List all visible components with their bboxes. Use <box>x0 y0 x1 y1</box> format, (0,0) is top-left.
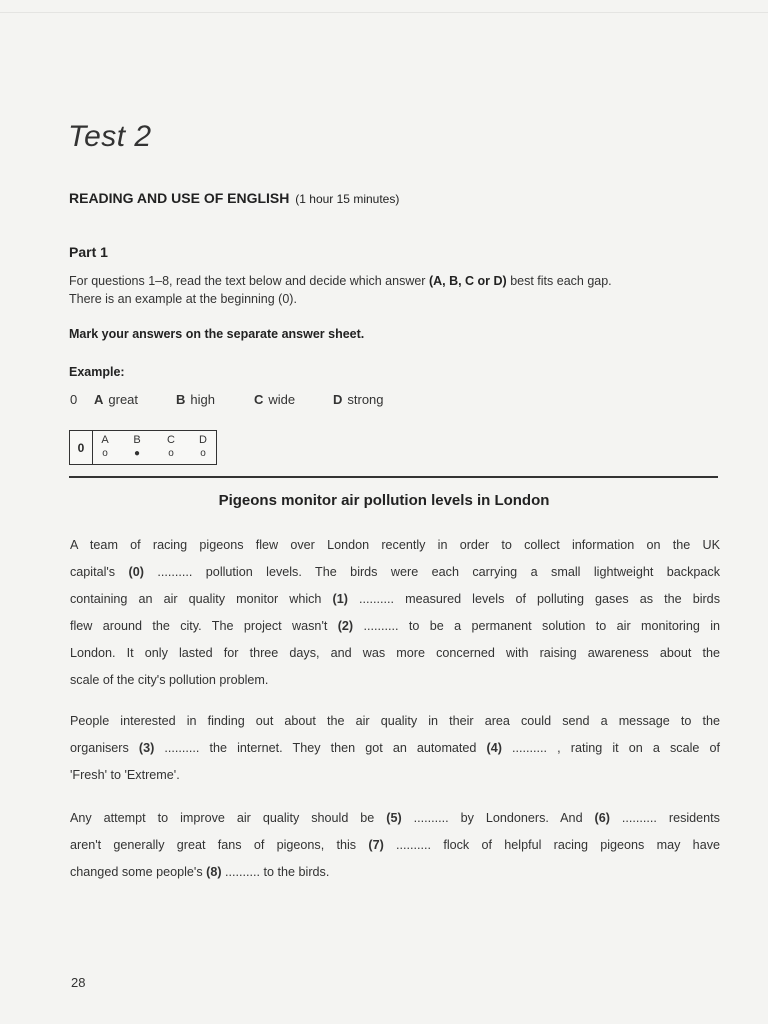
example-option-c <box>254 392 295 407</box>
mark-instruction: Mark your answers on the separate answer sheet. <box>69 327 365 341</box>
article-title: Pigeons monitor air pollution levels in London <box>218 492 550 509</box>
section-name: READING AND USE OF ENGLISH <box>69 190 290 206</box>
gap-marker: (1) <box>332 592 348 606</box>
article-paragraph-3 <box>70 805 720 886</box>
section-duration: (1 hour 15 minutes) <box>295 192 400 206</box>
top-edge-line <box>0 12 768 13</box>
answer-mark: o <box>102 448 108 459</box>
text-line: London. It only lasted for three days, and was more concerned with raising awareness about the <box>70 646 720 660</box>
option-word: great <box>108 392 139 407</box>
answer-option-d <box>196 434 210 460</box>
answer-box-number: 0 <box>70 431 93 464</box>
gap-marker: (6) <box>594 811 610 825</box>
option-word: high <box>190 392 215 407</box>
option-letter: D <box>333 392 343 407</box>
answer-letter: A <box>101 434 109 446</box>
answer-mark: ● <box>133 448 141 459</box>
text-line: People interested in finding out about the air quality in their area could send a message to the <box>70 714 720 728</box>
gap-marker: (5) <box>386 811 402 825</box>
text-line: capital's (0) .......... pollution levels. The birds were each carrying a small lightweight backpack <box>70 565 721 579</box>
gap-marker: (7) <box>368 838 384 852</box>
answer-option-b <box>130 434 144 460</box>
answer-option-a <box>98 434 112 460</box>
option-letter: B <box>176 392 186 407</box>
text-line: 'Fresh' to 'Extreme'. <box>70 768 180 782</box>
answer-option-c <box>164 434 178 460</box>
text-line: scale of the city's pollution problem. <box>70 673 269 687</box>
answer-mark: o <box>168 448 174 459</box>
article-paragraph-1 <box>70 532 720 694</box>
text-line: flew around the city. The project wasn't (2) .......... to be a permanent solution to air monitoring in <box>70 619 721 633</box>
option-letter: A <box>94 392 104 407</box>
answer-letter: B <box>133 434 141 446</box>
divider-rule <box>69 476 718 478</box>
gap-marker: (3) <box>138 741 155 755</box>
page-number: 28 <box>71 975 86 990</box>
text-line: organisers (3) .......... the internet. They then got an automated (4) .......... , rating it on a scale of <box>70 741 720 755</box>
part-heading: Part 1 <box>69 244 108 260</box>
example-label: Example: <box>69 365 125 379</box>
gap-marker: (4) <box>486 741 502 755</box>
gap-marker: (0) <box>128 565 144 579</box>
text-line: A team of racing pigeons flew over London recently in order to collect information on the UK <box>70 538 720 552</box>
test-title: Test 2 <box>68 120 152 153</box>
text-line: containing an air quality monitor which (1) .......... measured levels of polluting gases as the birds <box>70 592 720 606</box>
answer-letter: C <box>167 434 175 446</box>
section-heading <box>69 190 399 206</box>
text-line: Any attempt to improve air quality should be (5) .......... by Londoners. And (6) .......... residents <box>70 811 720 825</box>
instructions-line-2: There is an example at the beginning (0). <box>69 292 297 306</box>
answer-letter: D <box>199 434 207 446</box>
answer-mark: o <box>200 448 206 459</box>
text-line: aren't generally great fans of pigeons, this (7) .......... flock of helpful racing pigeons may have <box>70 838 720 852</box>
text-line: changed some people's (8) .......... to the birds. <box>70 865 330 879</box>
option-letter: C <box>254 392 264 407</box>
option-word: wide <box>268 392 296 407</box>
example-answer-box <box>69 430 217 465</box>
instructions-line-1 <box>69 272 729 290</box>
option-word: strong <box>347 392 384 407</box>
example-option-d <box>333 392 384 407</box>
instructions-text: For questions 1–8, read the text below and decide which answer <box>69 274 429 288</box>
gap-marker: (8) <box>206 865 222 879</box>
gap-marker: (2) <box>337 619 354 633</box>
example-option-b <box>176 392 215 407</box>
instructions-options: (A, B, C or D) <box>428 274 507 288</box>
instructions-text: best fits each gap. <box>506 274 612 288</box>
example-number: 0 <box>70 392 78 407</box>
example-option-a <box>94 392 138 407</box>
article-paragraph-2 <box>70 708 720 789</box>
